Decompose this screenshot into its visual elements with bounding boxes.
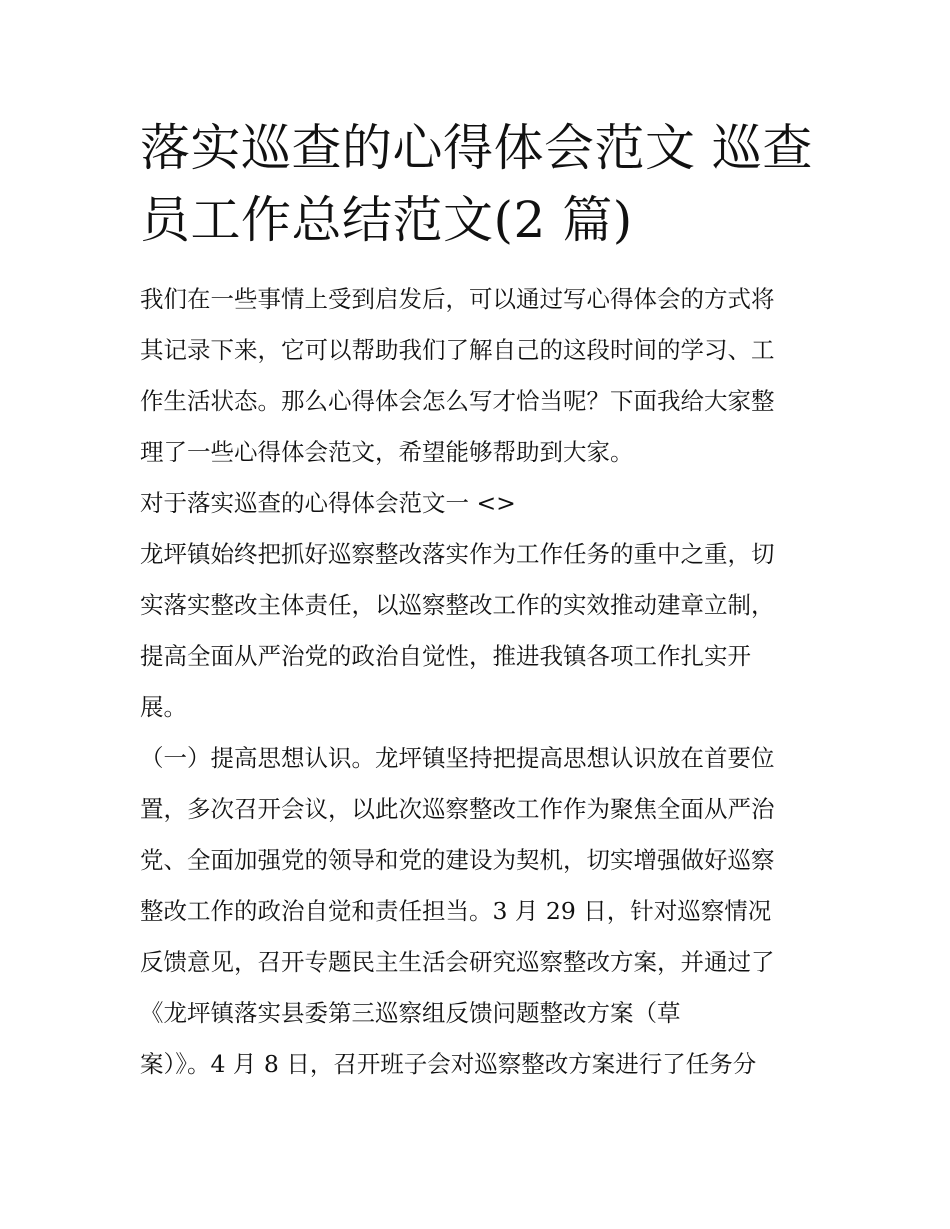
section-heading: 对于落实巡查的心得体会范文一 <>: [140, 489, 516, 517]
body-line: 我们在一些事情上受到启发后，可以通过写心得体会的方式将: [140, 285, 775, 313]
document-body: [140, 274, 830, 1090]
body-line: 龙坪镇始终把抓好巡察整改落实作为工作任务的重中之重，切: [140, 540, 775, 568]
body-line: 《龙坪镇落实县委第三巡察组反馈问题整改方案（草: [140, 999, 681, 1027]
body-line: 实落实整改主体责任，以巡察整改工作的实效推动建章立制，: [140, 591, 775, 619]
title-line: 落实巡查的心得体会范文 巡查: [140, 119, 813, 177]
body-line: 置，多次召开会议，以此次巡察整改工作作为聚焦全面从严治: [140, 795, 775, 823]
body-line: 展。: [140, 693, 187, 721]
body-line: 提高全面从严治党的政治自觉性，推进我镇各项工作扎实开: [140, 642, 751, 670]
title-line: 员工作总结范文(2 篇): [140, 191, 633, 249]
body-line: 整改工作的政治自觉和责任担当。3 月 29 日，针对巡察情况: [140, 897, 772, 925]
body-line: 党、全面加强党的领导和党的建设为契机，切实增强做好巡察: [140, 846, 775, 874]
body-line: （一）提高思想认识。龙坪镇坚持把提高思想认识放在首要位: [140, 744, 775, 772]
body-line: 理了一些心得体会范文，希望能够帮助到大家。: [140, 438, 634, 466]
body-line: 其记录下来，它可以帮助我们了解自己的这段时间的学习、工: [140, 336, 775, 364]
body-line: 案）》。4 月 8 日，召开班子会对巡察整改方案进行了任务分: [140, 1050, 757, 1078]
document-title: [140, 112, 830, 256]
body-line: 反馈意见，召开专题民主生活会研究巡察整改方案，并通过了: [140, 948, 775, 976]
body-line: 作生活状态。那么心得体会怎么写才恰当呢？下面我给大家整: [140, 387, 775, 415]
